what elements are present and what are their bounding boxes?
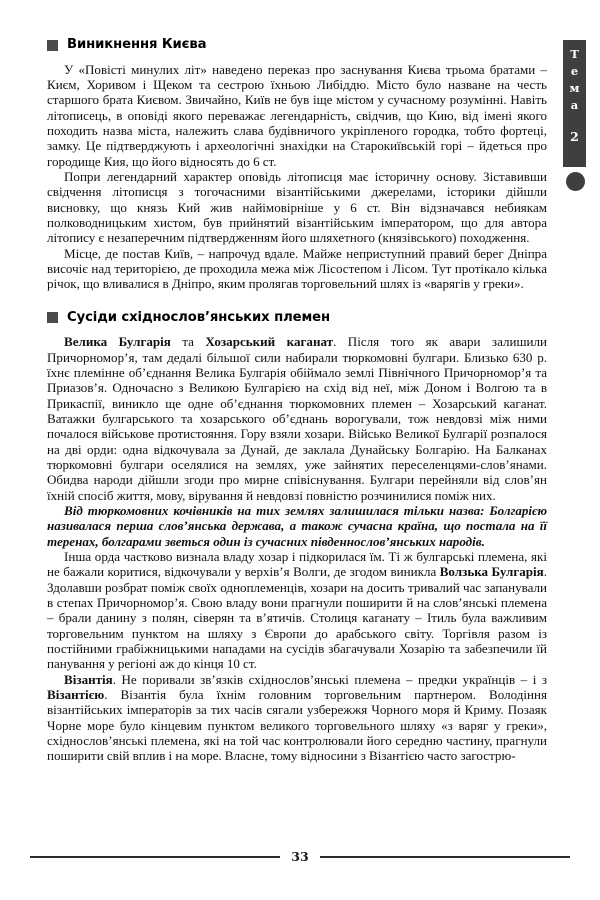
page-footer (30, 849, 570, 864)
filled-square-bullet-icon (47, 312, 58, 323)
paragraph-text: Інша орда частково визнала владу хозар і підкорилася їм. Ті ж булгарські племена, які не бажали коритися, відкочували у верхів’я Волги, де згодом виникла (47, 549, 547, 580)
footer-rule-right (320, 856, 570, 858)
paragraph (47, 549, 547, 672)
paragraph (47, 169, 547, 246)
paragraph-text: . Візантія була їхнім головним торговельним партнером. Володіння візантійських імператорів за тих часів сягали узбережжя Чорного моря й Криму. Позаяк Чорне море було кінцевим пунктом великого торговельного шляху «з варяг у греки», східнослов’янські племена, які на той час контролювали його середню частину, прагнули поширити свій вплив і на море. Власне, тому відносини з Візантією часто загострю- (47, 687, 547, 764)
emphasis-note (47, 503, 547, 549)
page-number: 33 (291, 849, 309, 864)
footer-rule-left (30, 856, 280, 858)
thumb-tab-char: м (569, 81, 580, 95)
thumb-tab-char: а (570, 98, 579, 112)
paragraph (47, 246, 547, 292)
paragraph-text: та (170, 334, 206, 350)
paragraph-text: . Після того як авари залишили Причорномор’я, там дедалі більшої сили набирали тюркомовні булгари. Близько 630 р. їхнє племінне об’єднання Велика Булгарія обіймало землі Північного Причорномор’я та Приазов’я. Одночасно з Великою Булгарією на схід від неї, між Доном і Волгою та в Прикаспії, виникло ще одне об’єднання тюркомовних племен – Хозарський каганат. Ватажки булгарського та хозарського об’єднань ворогували, тож невдовзі між ними почалося військове протистояння. Гору взяли хозари. Військо Великої Булгарії розпалося на дві орди: одна відкочувала за Дунай, де заклала Дунайську Болгарію. На Балканах тюркомовні булгари оселялися на землях, уже зайнятих переселенцями-слов’янами. Обидва народи дійшли згоди про мирне співіснування. Булгари перейняли від слов’ян їхній спосіб життя, мову, вірування й невдовзі повністю розчинилися поміж них. (47, 334, 548, 503)
paragraph (47, 672, 547, 764)
paragraph (47, 334, 547, 503)
emphasis-note-text: Від тюркомовних кочівників на тих землях залишилася тільки назва: Болгарією називалася перша слов’янська держава, а також сучасна країна, що постала на її теренах, болгарами зветься один із сучасних південнослов’янських народів. (47, 502, 547, 549)
term-vizantiia: Візантія (64, 671, 113, 687)
term-velyka-bulgaria: Велика Булгарія (64, 334, 171, 350)
paragraph-text: Місце, де постав Київ, – напрочуд вдале. Майже неприступний правий берег Дніпра височіє над територією, де проходила межа між Лісостепом і Лісом. Тут протікало кілька річок, що вливалися в Дніпро, яким пролягав торговельний шлях із «варягів у греки». (47, 245, 547, 292)
section-heading-label: Сусіди східнослов’янських племен (67, 309, 331, 325)
term-khozarskyi-kahanat: Хозарський каганат (205, 334, 334, 350)
thumb-tab-char: Т (570, 47, 579, 61)
term-volzka-bulgaria: Волзька Булгарія (439, 564, 544, 580)
thumb-tab-char: е (570, 64, 579, 78)
filled-square-bullet-icon (47, 40, 58, 51)
paragraph-text: У «Повісті минулих літ» наведено переказ про заснування Києва трьома братами – Києм, Хоривом і Щеком та сестрою їхньою Либіддю. Місто було назване на честь старшого брата Києвом. Звичайно, Київ не був іще містом у сучасному розумінні. Навіть літописець, в оповіді якого переважає легендарність, свідчив, що Кию, від імені якого походить назва міста, належить слава будівничого укріпленого городка, тобто фортеці, замку. Це підтверджують і археологічні знахідки на Старокиївській горі – йдеться про городище Кия, що його відносять до 6 ст. (47, 61, 547, 169)
section-heading-label: Виникнення Києва (67, 37, 207, 52)
paragraph-text: . Не поривали зв’язків східнослов’янські племена – предки українців – і з (112, 671, 547, 687)
thumb-tab-number: 2 (570, 129, 579, 144)
thumb-tab-dot-icon (566, 172, 585, 191)
paragraph-text: . Здолавши розбрат поміж своїх одноплеменців, хозари на досить тривалий час запанували в степах Причорномор’я. Свою владу вони прагнули поширити й на слов’янські племена – брали данину з полян, сіверян та в’ятичів. Столиця каганату – Ітиль була важливим торговельним пунктом на шляху з Європи до арабського світу. Торгівля разом із постійними грабіжницькими нападами на сусідів збагачували Хозарію та забезпечили їй панування у регіоні аж до кінця 10 ст. (47, 564, 547, 672)
section-heading-susidy-skhidnoslovianskykh-plemen (47, 311, 547, 326)
theme-thumb-tab (563, 40, 586, 167)
section-heading-vynyknennia-kyieva (47, 38, 547, 53)
paragraph-text: Попри легендарний характер оповідь літописця має історичну основу. Зіставивши свідчення літописця з тогочасними візантійськими джерелами, історики дійшли висновку, що князь Кий жив найімовірніше у 6 ст. Він відзначався небиякам полководницьким хистом, був прийнятий візантійським імператором, що для автора літопису є незаперечним підтвердженням його шляхетного (князівського) походження. (47, 168, 547, 246)
page-content (47, 38, 547, 764)
term-vizantiieiu: Візантією (47, 687, 105, 703)
paragraph (47, 62, 547, 169)
